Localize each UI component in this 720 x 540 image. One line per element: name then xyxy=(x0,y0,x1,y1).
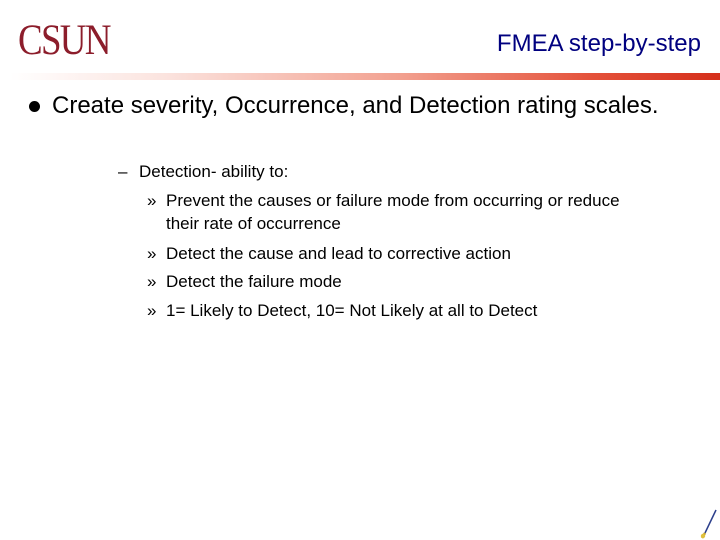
pencil-icon xyxy=(700,508,718,540)
sub-item-text: 1= Likely to Detect, 10= Not Likely at all to Detect xyxy=(166,301,538,320)
chevron-marker: » xyxy=(147,272,157,291)
sub-bullet-text: Detection- ability to: xyxy=(139,162,289,181)
sub-item-text: Detect the failure mode xyxy=(166,272,342,291)
slide-title: FMEA step-by-step xyxy=(496,30,701,57)
bullet-dot-icon xyxy=(29,101,40,112)
csun-logo: CSUN xyxy=(18,17,110,64)
chevron-marker: » xyxy=(147,244,157,263)
chevron-marker: » xyxy=(147,191,157,210)
bullet-text: Create severity, Occurrence, and Detection rating scales. xyxy=(52,92,659,119)
header-rule xyxy=(10,73,720,80)
sub-item-text: Detect the cause and lead to corrective action xyxy=(166,244,511,263)
dash-marker: – xyxy=(118,162,128,181)
chevron-marker: » xyxy=(147,301,157,320)
sub-item-text: Prevent the causes or failure mode from occurring or reduce their rate of occurrence xyxy=(166,191,620,233)
